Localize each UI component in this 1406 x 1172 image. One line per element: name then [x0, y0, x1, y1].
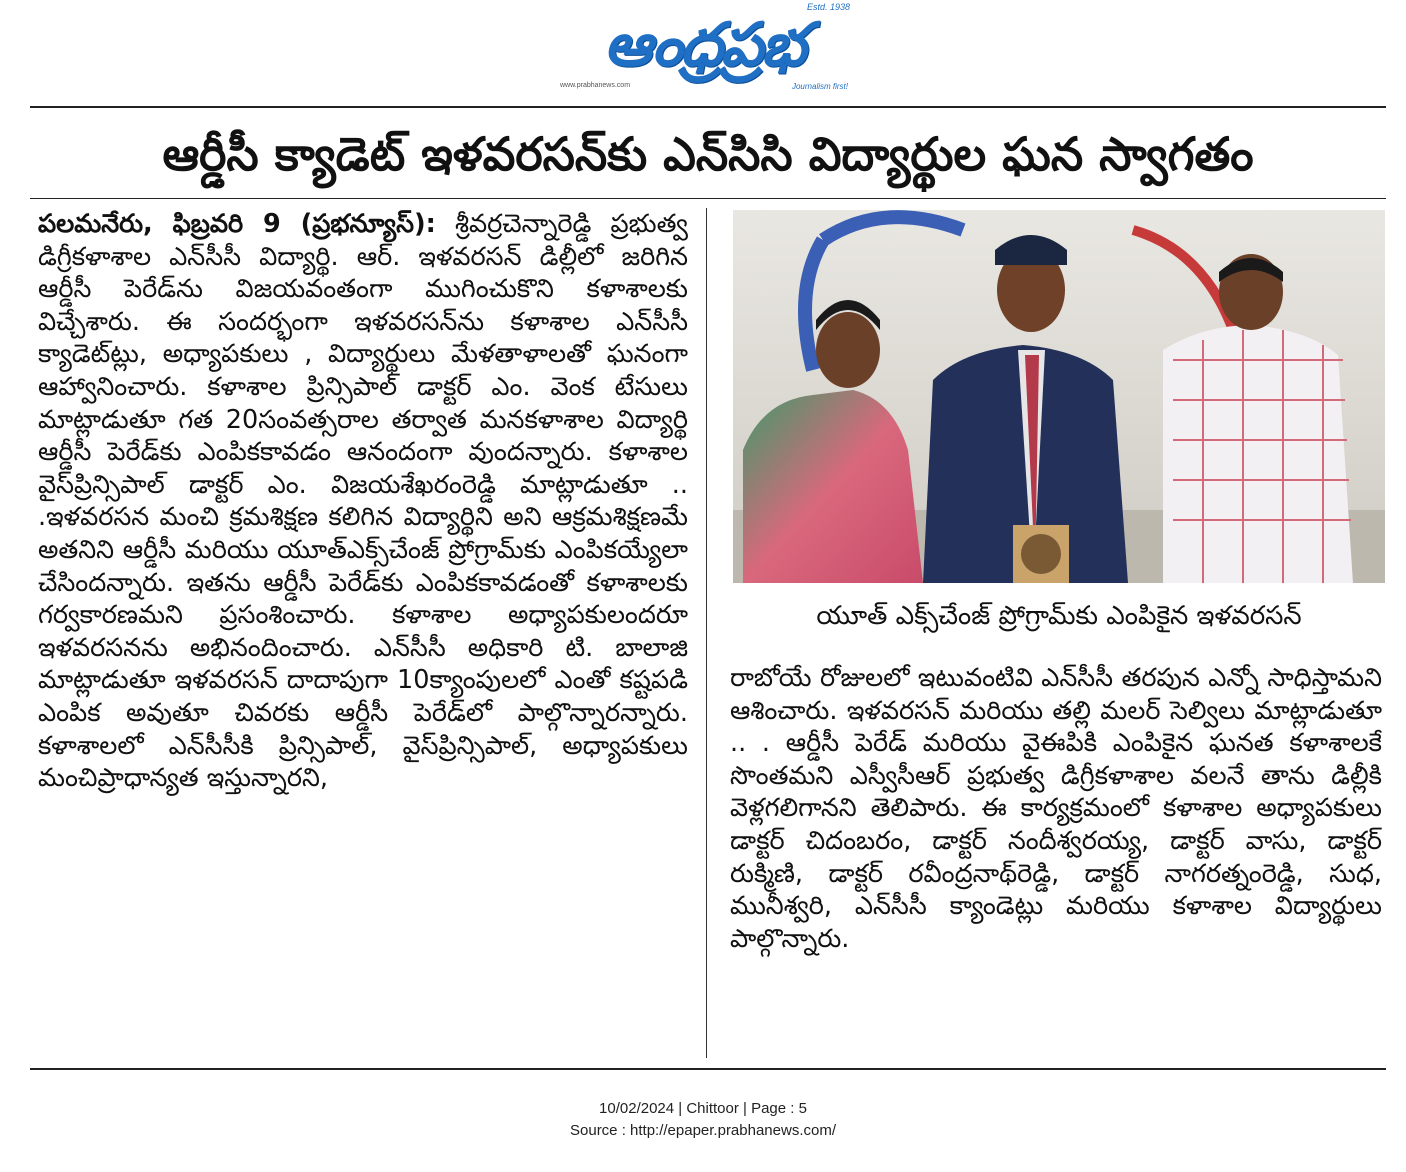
headline-rule — [30, 198, 1386, 199]
logo-website: www.prabhanews.com — [560, 82, 631, 89]
article-column-left — [38, 208, 688, 1068]
article-body-left: శ్రీవర్రచెన్నారెడ్డి ప్రభుత్వ డిగ్రీకళాశాల ఎన్‌సీసీ విద్యార్థి. ఆర్. ఇళవరసన్ డిల్లీలో జరిగిన ఆర్డీసీ పెరేడ్‌ను విజయవంతంగా ముగించుకొని కళాశాలకు విచ్చేశారు. ఈ సందర్భంగా ఇళవరసన్‌ను కళాశాల ఎన్‌సీసీ క్యాడెట్‌ట్లు, అధ్యాపకులు , విద్యార్థులు మేళతాళాలతో ఘనంగా ఆహ్వానించారు. కళాశాల ప్రిన్సిపాల్ డాక్టర్ ఎం. వెంక టేసులు మాట్లాడుతూ గత 20సంవత్సరాల తర్వాత మనకళాశాల విద్యార్థి ఆర్డీసీ పెరేడ్‌కు ఎంపికకావడం ఆనందంగా వుందన్నారు. కళాశాల వైస్‌ప్రిన్సిపాల్ డాక్టర్ ఎం. విజయశేఖరంరెడ్డి మాట్లాడుతూ .. .ఇళవరసన మంచి క్రమశిక్షణ కలిగిన విద్యార్థిని అని ఆక్రమశిక్షణమే అతనిని ఆర్డీసీ మరియు యూత్‌ఎక్స్‌చేంజ్ ప్రోగ్రామ్‌కు ఎంపికయ్యేలా చేసిందన్నారు. ఇతను ఆర్డీసీ పెరేడ్‌కు ఎంపికకావడంతో కళాశాలకు గర్వకారణమని ప్రసంశించారు. కళాశాల అధ్యాపకులందరూ ఇళవరసనను అభినందించారు. ఎన్‌సీసీ అధికారి టి. బాలాజి మాట్లాడుతూ ఇళవరసన్ దాదాపుగా 10క్యాంపులలో ఎంతో కష్టపడి ఎంపిక అవుతూ చివరకు ఆర్డీసీ పెరేడ్‌లో పాల్గొన్నారన్నారు. కళాశాలలో ఎన్‌సీసీకి ప్రిన్సిపాల్, వైస్‌ప్రిన్సిపాల్, అధ్యాపకులు మంచిప్రాధాన్యత ఇస్తున్నారని, — [38, 209, 688, 794]
top-rule — [30, 106, 1386, 108]
article-photo — [733, 210, 1385, 583]
logo-estd: Estd. 1938 — [806, 2, 850, 12]
footer-edition-info: 10/02/2024 | Chittoor | Page : 5 — [599, 1100, 807, 1117]
newspaper-logo — [556, 2, 852, 94]
article-column-right — [730, 662, 1382, 1062]
photo-illustration — [733, 210, 1385, 583]
page-footer — [0, 1098, 1406, 1142]
article-dateline: పలమనేరు, ఫిబ్రవరి 9 (ప్రభన్యూస్): — [38, 209, 436, 239]
photo-caption: యూత్ ఎక్స్‌చేంజ్ ప్రోగ్రామ్‌కు ఎంపికైన ఇళవరసన్ — [816, 601, 1302, 631]
logo-tagline: Journalism first! — [791, 82, 848, 91]
masthead — [0, 0, 1406, 100]
bottom-rule — [30, 1068, 1386, 1070]
article-body-right: రాబోయే రోజులలో ఇటువంటివి ఎన్‌సీసీ తరపున ఎన్నో సాధిస్తామని ఆశించారు. ఇళవరసన్ మరియు తల్లి మలర్ సెల్విలు మాట్లాడుతూ .. . ఆర్డీసీ పెరేడ్ మరియు వైఈపికి ఎంపికైన ఘనత కళాశాలకే సొంతమని ఎస్వీసీఆర్ ప్రభుత్వ డిగ్రీకళాశాల వలనే తాను డిల్లీకి వెళ్లగలిగానని తెలిపారు. ఈ కార్యక్రమంలో కళాశాల అధ్యాపకులు డాక్టర్ చిదంబరం, డాక్టర్ నందీశ్వరయ్య, డాక్టర్ వాసు, డాక్టర్ రుక్మిణి, డాక్టర్ రవీంద్రనాథ్‌రెడ్డి, డాక్టర్ నాగరత్నంరెడ్డి, సుధ, మునీశ్వరి, ఎన్‌సీసీ క్యాండెట్లు మరియు కళాశాల విద్యార్థులు పాల్గొన్నారు. — [730, 663, 1382, 954]
logo-wordmark: ఆంధ్రప్రభ — [603, 10, 805, 80]
article-headline: ఆర్డీసీ క్యాడెట్ ఇళవరసన్‌కు ఎన్‌సిసి విద్యార్థుల ఘన స్వాగతం — [162, 127, 1254, 181]
column-divider — [706, 208, 707, 1058]
footer-source: Source : http://epaper.prabhanews.com/ — [570, 1122, 836, 1139]
